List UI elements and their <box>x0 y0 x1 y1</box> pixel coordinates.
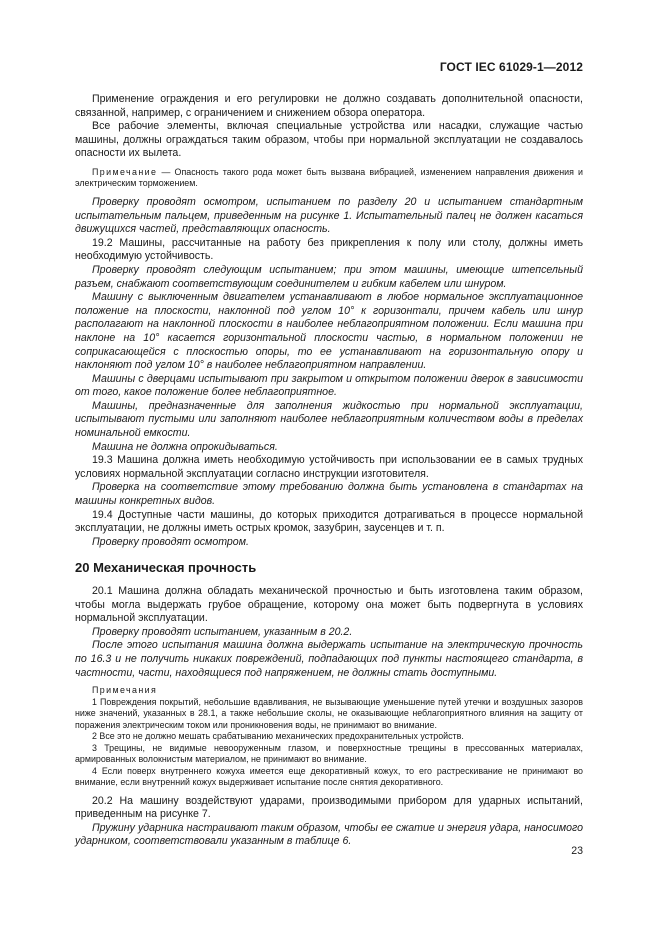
paragraph: 20.1 Машина должна обладать механической прочностью и быть изготовлена таким образом, чтобы могла выдержать грубое обращение, которому она может быть подвергнута в условиях нормальной эксплуатации. <box>75 585 583 625</box>
paragraph: Пружину ударника настраивают таким образом, чтобы ее сжатие и энергия удара, наносимого ударником, соответствовали указанным в таблице 6. <box>75 821 583 848</box>
page-number: 23 <box>571 845 583 857</box>
page-content <box>75 93 583 849</box>
standard-header: ГОСТ IEC 61029-1—2012 <box>439 60 583 74</box>
note-item: 4 Если поверх внутреннего кожуха имеется еще декоративный кожух, то его растрескивание не принимают во внимание, если внутренний кожух выдерживает испытание после снятия декоративного. <box>75 765 583 788</box>
section-heading: 20 Механическая прочность <box>75 560 257 576</box>
paragraph: Проверку проводят испытанием, указанным в 20.2. <box>92 625 353 638</box>
paragraph: Проверка на соответствие этому требованию должна быть установлена в стандартах на машины конкретных видов. <box>75 481 583 508</box>
notes-block <box>75 685 583 789</box>
note-label: Примечание <box>92 166 158 177</box>
paragraph: Машины, предназначенные для заполнения жидкостью при нормальной эксплуатации, испытывают пустыми или заполняют наиболее неблагоприятным количеством воды в пределах номинальной емкости. <box>75 399 583 440</box>
note-text: — Опасность такого рода может быть вызвана вибрацией, изменением направления движения и электрическим торможением. <box>75 166 583 189</box>
paragraph: После этого испытания машина должна выдержать испытание на электрическую прочность по 16.3 и не получить никаких повреждений, подпадающих под пункты настоящего стандарта, в частности, части, находящиеся под напряжением, не должны стать доступными. <box>75 639 583 679</box>
note <box>75 167 583 190</box>
paragraph: 19.4 Доступные части машины, до которых приходится дотрагиваться в процессе нормальной эксплуатации, не должны иметь острых кромок, зазубрин, заусенцев и т. п. <box>75 508 583 535</box>
note-item: 2 Все это не должно мешать срабатыванию механических предохранительных устройств. <box>92 731 464 742</box>
note-item: 1 Повреждения покрытий, небольшие вдавливания, не вызывающие уменьшение путей утечки и воздушных зазоров ниже значений, указанных в 28.1, а также небольшие сколы, не оказывающие неблагоприятного влияния на защиту от поражения электрическим током или проникновения воды, не принимают во внимание. <box>75 696 583 730</box>
paragraph: Проверку проводят осмотром. <box>92 535 249 548</box>
paragraph: Машина не должна опрокидываться. <box>92 440 278 453</box>
paragraph: Проверку проводят следующим испытанием; при этом машины, имеющие штепсельный разъем, снабжают соответствующим соединителем и гибким кабелем или шнуром. <box>75 263 583 290</box>
paragraph: Применение ограждения и его регулировки не должно создавать дополнительной опасности, связанной, например, с ограничением и снижением обзора оператора. <box>75 93 583 119</box>
paragraph: 19.3 Машина должна иметь необходимую устойчивость при использовании ее в самых трудных условиях нормальной эксплуатации согласно инструкции изготовителя. <box>75 454 583 480</box>
paragraph: Проверку проводят осмотром, испытанием по разделу 20 и испытанием стандартным испытательным пальцем, приведенным на рисунке 1. Испытательный палец не должен касаться движущихся частей, представляющих опасность. <box>75 195 583 236</box>
note-item: 3 Трещины, не видимые невооруженным глазом, и поверхностные трещины в прессованных материалах, армированных волокнистым материалом, не принимают во внимание. <box>75 742 583 765</box>
paragraph: Машину с выключенным двигателем устанавливают в любое нормальное эксплуатационное положение на плоскости, наклонной под углом 10° к горизонтали, причем кабель или шнур располагают на наклонной плоскости в наиболее неблагоприятном положении. Если машина при наклоне на 10° касается горизонтальной плоскости частью, в нормальном положении не соприкасающейся с плоскостью опоры, то ее устанавливают на горизонтальную опору и наклоняют под углом 10° в наиболее неблагоприятном направлении. <box>75 291 583 372</box>
paragraph: 19.2 Машины, рассчитанные на работу без прикрепления к полу или столу, должны иметь необходимую устойчивость. <box>75 236 583 263</box>
paragraph: Машины с дверцами испытывают при закрытом и открытом положении дверок в зависимости от того, какое положение более неблагоприятное. <box>75 372 583 399</box>
notes-title: Примечания <box>92 685 158 696</box>
paragraph: Все рабочие элементы, включая специальные устройства или насадки, служащие частью машины, должны ограждаться таким образом, чтобы при нормальной эксплуатации не создавалось опасности их вылета. <box>75 120 583 160</box>
paragraph: 20.2 На машину воздействуют ударами, производимыми прибором для ударных испытаний, приведенным на рисунке 7. <box>75 794 583 821</box>
